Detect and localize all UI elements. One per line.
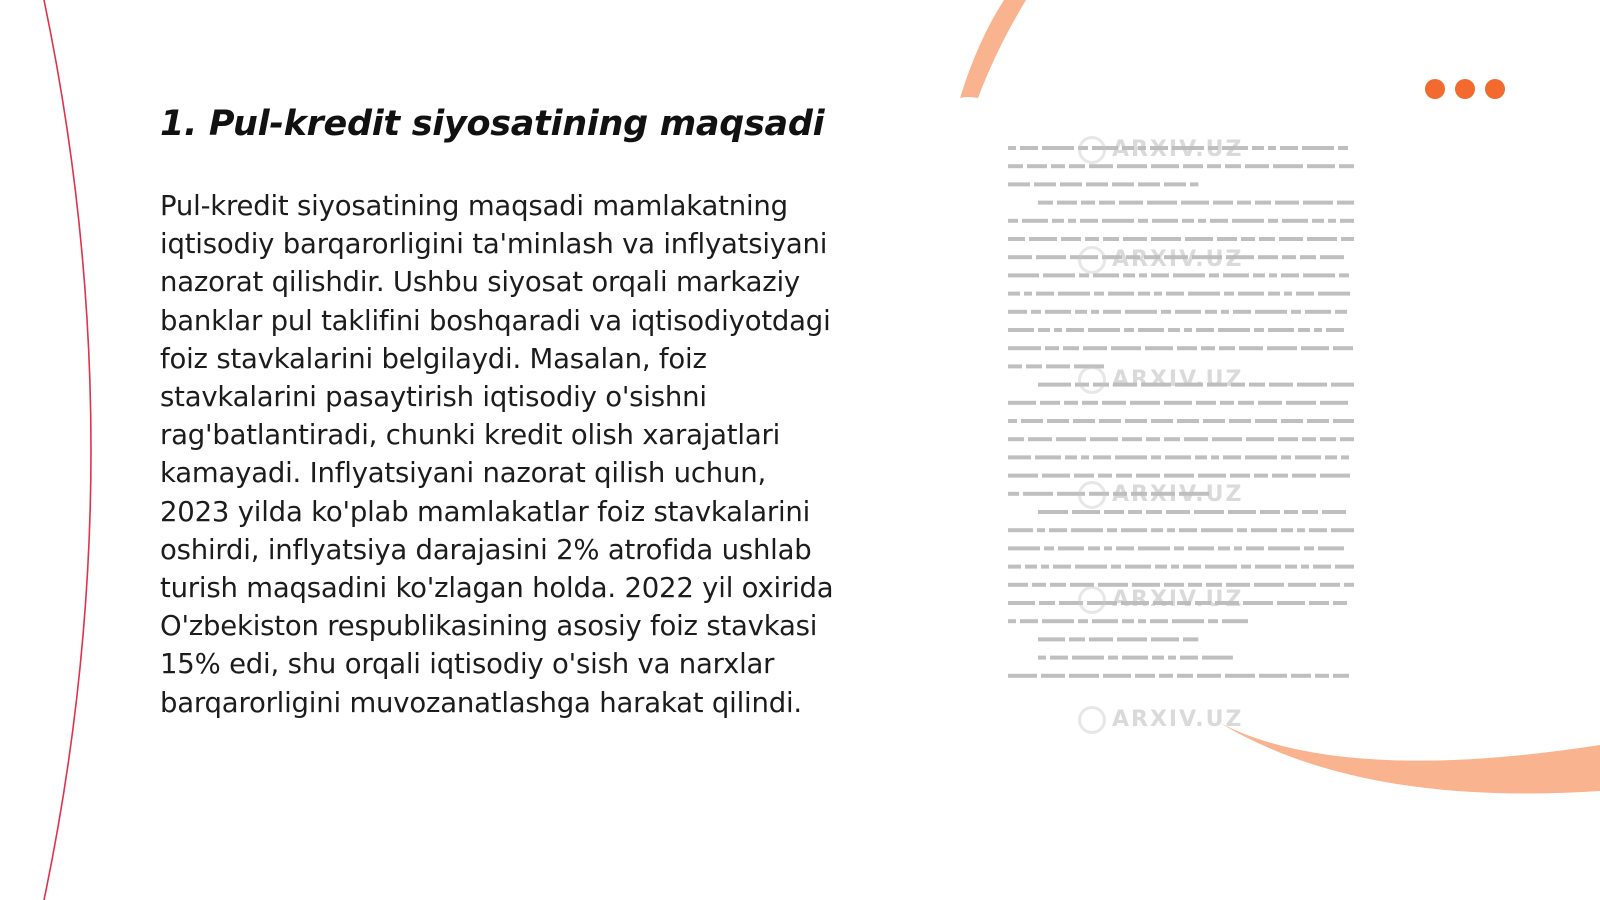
decorative-dots	[1425, 79, 1505, 99]
watermark-text: ARXIV.UZ	[1112, 707, 1244, 732]
dot-icon	[1425, 79, 1445, 99]
dot-icon	[1485, 79, 1505, 99]
watermark-text: ARXIV.UZ	[1112, 367, 1244, 392]
watermark	[1078, 136, 1243, 164]
watermark-text: ARXIV.UZ	[1112, 587, 1244, 612]
slide-body-text: Pul-kredit siyosatining maqsadi mamlakatning iqtisodiy barqarorligini ta'minlash va inflyatsiyani nazorat qilishdir. Ushbu siyosat orqali markaziy banklar pul taklifini boshqaradi va iqtisodiyotdagi foiz stavkalarini belgilaydi. Masalan, foiz stavkalarini pasaytirish iqtisodiy o'sishni rag'batlantiradi, chunki kredit olish xarajatlari kamayadi. Inflyatsiyani nazorat qilish uchun, 2023 yilda ko'plab mamlakatlar foiz stavkalarini oshirdi, inflyatsiya darajasini 2% atrofida ushlab turish maqsadini ko'zlagan holda. 2022 yil oxirida O'zbekiston respublikasining asosiy foiz stavkasi 15% edi, shu orqali iqtisodiy o'sish va narxlar barqarorligini muvozanatlashga harakat qilindi.	[160, 190, 834, 719]
watermark-logo-icon	[1078, 366, 1106, 394]
left-decorative-arc	[0, 0, 120, 900]
watermark-logo-icon	[1078, 706, 1106, 734]
document-text-texture	[1008, 136, 1368, 746]
watermark	[1078, 246, 1243, 274]
watermark-logo-icon	[1078, 481, 1106, 509]
watermark	[1078, 586, 1243, 614]
watermark	[1078, 481, 1243, 509]
watermark	[1078, 706, 1243, 734]
watermark	[1078, 366, 1243, 394]
watermark-logo-icon	[1078, 586, 1106, 614]
watermark-text: ARXIV.UZ	[1112, 482, 1244, 507]
slide-title: 1. Pul-kredit siyosatining maqsadi	[160, 104, 825, 144]
scanned-document-image	[1008, 136, 1368, 746]
watermark-text: ARXIV.UZ	[1112, 247, 1244, 272]
top-decorative-swoosh	[960, 0, 1040, 110]
watermark-logo-icon	[1078, 246, 1106, 274]
watermark-text: ARXIV.UZ	[1112, 137, 1244, 162]
watermark-logo-icon	[1078, 136, 1106, 164]
dot-icon	[1455, 79, 1475, 99]
